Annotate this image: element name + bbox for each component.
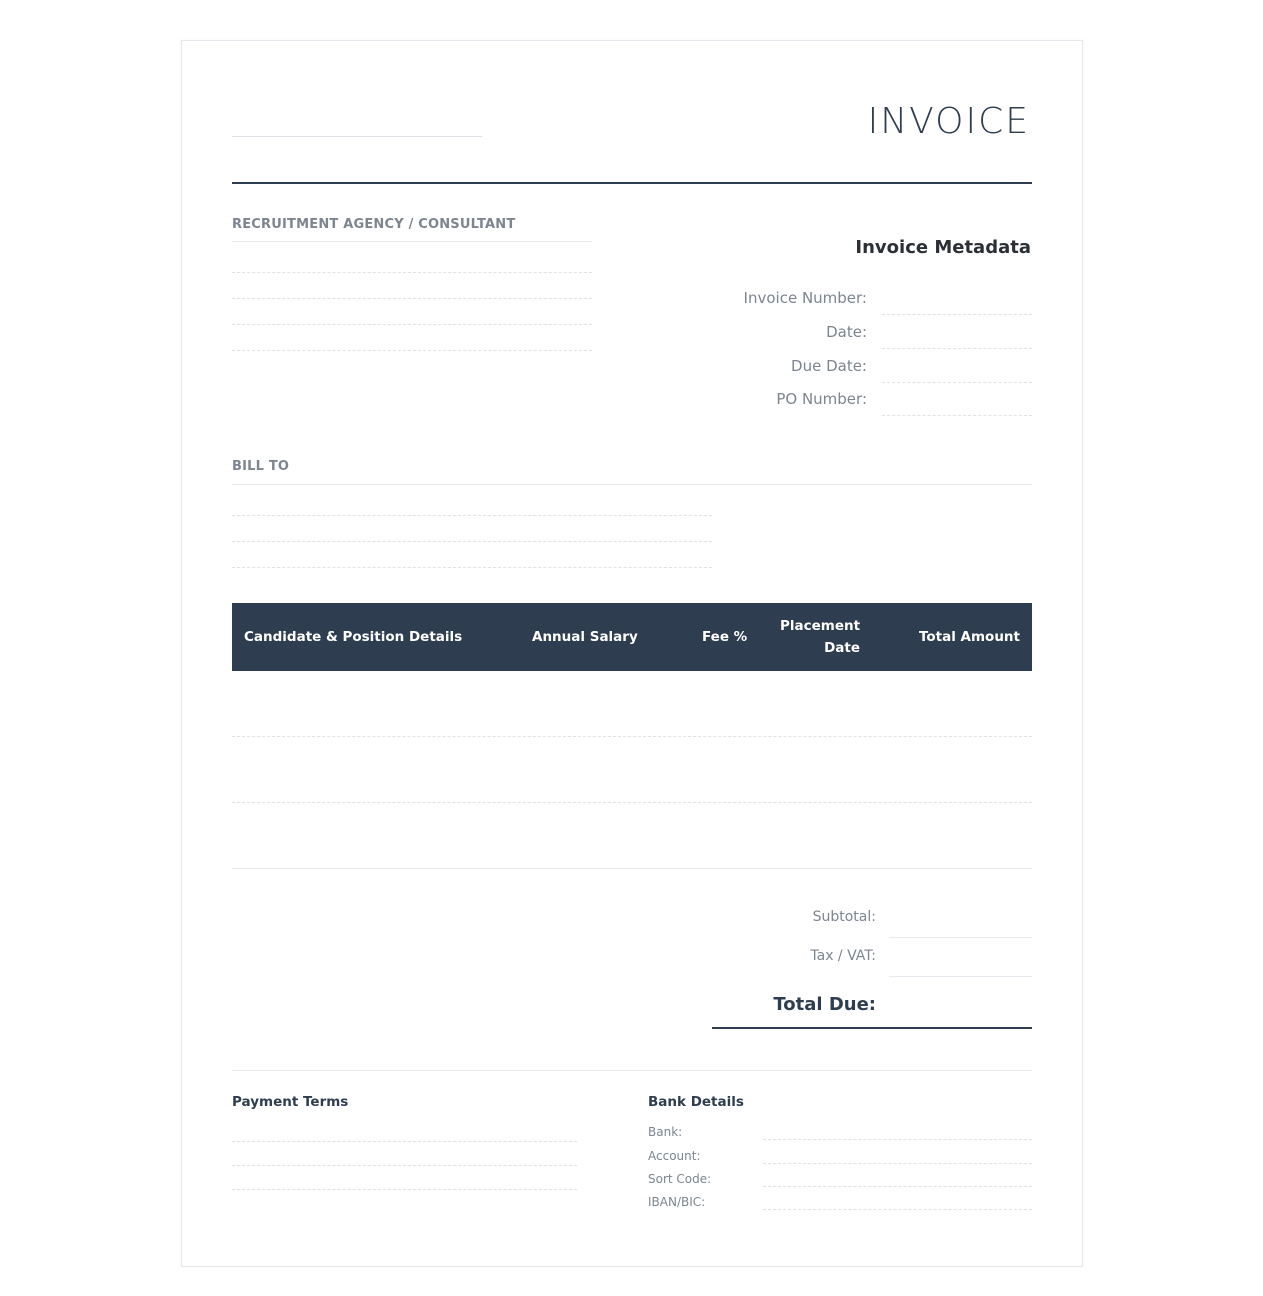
table-row[interactable] [232, 803, 1032, 868]
bank-details-title: Bank Details [648, 1094, 744, 1110]
due-date-label: Due Date: [791, 357, 867, 375]
date-label: Date: [826, 323, 867, 341]
column-header-candidate: Candidate & Position Details [244, 629, 463, 645]
date-line [882, 348, 1032, 349]
tax-label: Tax / VAT: [810, 948, 876, 964]
invoice-title: INVOICE [867, 101, 1030, 142]
agency-line-1[interactable] [232, 272, 592, 273]
column-header-placement-date: Placement Date [780, 618, 861, 656]
agency-line-4[interactable] [232, 350, 592, 351]
invoice-number-field[interactable] [882, 287, 1032, 311]
sort-code-line [763, 1186, 1032, 1187]
payment-terms-line-3[interactable] [232, 1189, 577, 1190]
bill-to-line-2[interactable] [232, 541, 712, 542]
account-field[interactable] [763, 1145, 1032, 1163]
invoice-number-label: Invoice Number: [743, 289, 867, 307]
sort-code-label: Sort Code: [648, 1172, 712, 1186]
footer-divider [232, 1070, 1032, 1071]
total-due-field[interactable] [889, 991, 1032, 1025]
payment-terms-line-2[interactable] [232, 1165, 577, 1166]
tax-line [889, 976, 1032, 977]
subtotal-field[interactable] [889, 905, 1032, 935]
date-field[interactable] [882, 321, 1032, 345]
total-due-rule [712, 1027, 1032, 1029]
agency-line-2[interactable] [232, 298, 592, 299]
iban-bic-field[interactable] [763, 1191, 1032, 1209]
iban-bic-line [763, 1209, 1032, 1210]
header-divider [232, 182, 1032, 184]
bill-to-underline [232, 484, 1032, 485]
iban-bic-label: IBAN/BIC: [648, 1195, 706, 1209]
logo-placeholder-line[interactable] [232, 136, 482, 137]
column-header-annual-salary: Annual Salary [532, 629, 638, 645]
bank-field[interactable] [763, 1121, 1032, 1139]
payment-terms-line-1[interactable] [232, 1141, 577, 1142]
sort-code-field[interactable] [763, 1168, 1032, 1186]
agency-label: RECRUITMENT AGENCY / CONSULTANT [232, 217, 516, 232]
due-date-field[interactable] [882, 355, 1032, 379]
table-row[interactable] [232, 671, 1032, 737]
bank-line [763, 1139, 1032, 1140]
due-date-line [882, 382, 1032, 383]
agency-label-underline [232, 241, 592, 242]
line-items-table-header [232, 603, 1032, 671]
agency-line-3[interactable] [232, 324, 592, 325]
column-header-total-amount: Total Amount [918, 629, 1020, 645]
table-bottom-divider [232, 868, 1032, 869]
bill-to-line-3[interactable] [232, 567, 712, 568]
column-header-fee-percent: Fee % [702, 629, 748, 645]
po-number-label: PO Number: [776, 390, 867, 408]
subtotal-label: Subtotal: [812, 909, 876, 925]
bill-to-line-1[interactable] [232, 515, 712, 516]
subtotal-line [889, 937, 1032, 938]
invoice-number-line [882, 314, 1032, 315]
po-number-line [882, 415, 1032, 416]
payment-terms-title: Payment Terms [232, 1094, 349, 1110]
po-number-field[interactable] [882, 388, 1032, 412]
bank-label: Bank: [648, 1125, 683, 1139]
bill-to-label: BILL TO [232, 459, 290, 474]
metadata-title: Invoice Metadata [855, 237, 1031, 258]
total-due-label: Total Due: [773, 994, 876, 1015]
account-label: Account: [648, 1149, 701, 1163]
tax-field[interactable] [889, 944, 1032, 974]
invoice-page [181, 40, 1083, 1267]
table-row[interactable] [232, 737, 1032, 802]
account-line [763, 1163, 1032, 1164]
